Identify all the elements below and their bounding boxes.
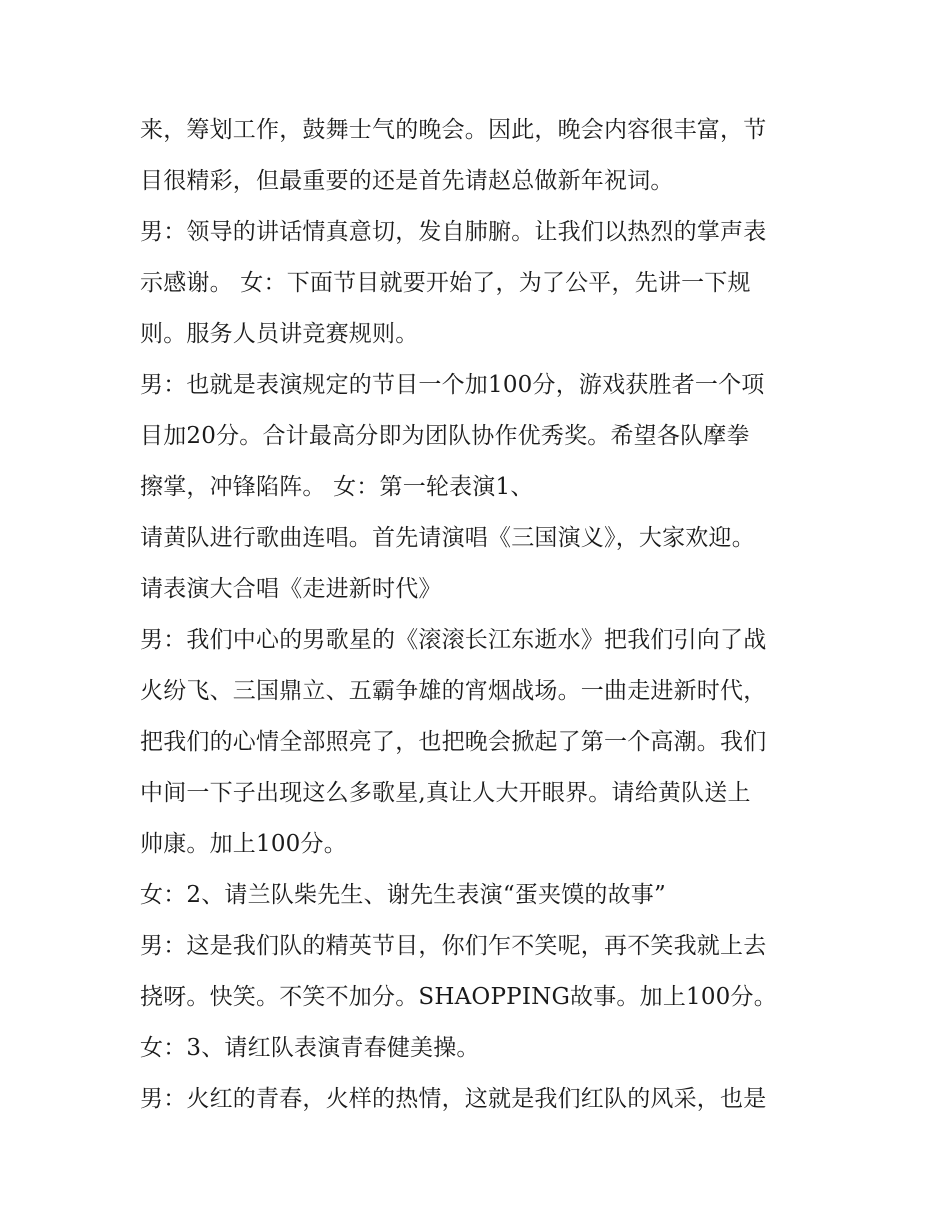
- text-line: 来，筹划工作，鼓舞士气的晚会。因此，晚会内容很丰富，节: [140, 117, 767, 143]
- text-line: 男：我们中心的男歌星的《滚滚长江东逝水》把我们引向了战: [140, 627, 767, 653]
- text-line: 则。服务人员讲竞赛规则。: [140, 321, 419, 347]
- text-line: 中间一下子出现这么多歌星,真让人大开眼界。请给黄队送上: [140, 780, 751, 806]
- text-line: 挠呀。快笑。不笑不加分。SHAOPPING故事。加上100分。: [140, 984, 777, 1010]
- text-line: 帅康。加上100分。: [140, 831, 347, 857]
- text-line: 男：领导的讲话情真意切，发自肺腑。让我们以热烈的掌声表: [140, 219, 767, 245]
- text-line: 请表演大合唱《走进新时代》: [140, 576, 442, 602]
- text-line: 把我们的心情全部照亮了，也把晚会掀起了第一个高潮。我们: [140, 729, 767, 755]
- text-line: 男：这是我们队的精英节目，你们乍不笑呢，再不笑我就上去: [140, 933, 767, 959]
- text-line: 女：2、请兰队柴先生、谢先生表演“蛋夹馍的故事”: [140, 882, 666, 908]
- text-line: 女：3、请红队表演青春健美操。: [140, 1035, 480, 1061]
- text-line: 目很精彩，但最重要的还是首先请赵总做新年祝词。: [140, 168, 674, 194]
- text-line: 示感谢。 女：下面节目就要开始了，为了公平，先讲一下规: [140, 270, 751, 296]
- text-line: 火纷飞、三国鼎立、五霸争雄的宵烟战场。一曲走进新时代，: [140, 678, 767, 704]
- document-text-block: [140, 105, 830, 1125]
- text-line: 男：火红的青春，火样的热情，这就是我们红队的风采，也是: [140, 1086, 767, 1112]
- text-line: 目加20分。合计最高分即为团队协作优秀奖。希望各队摩拳: [140, 423, 750, 449]
- text-line: 擦掌，冲锋陷阵。 女：第一轮表演1、: [140, 474, 534, 500]
- text-line: 请黄队进行歌曲连唱。首先请演唱《三国演义》，大家欢迎。: [140, 525, 755, 551]
- text-line: 男：也就是表演规定的节目一个加100分，游戏获胜者一个项: [140, 372, 765, 398]
